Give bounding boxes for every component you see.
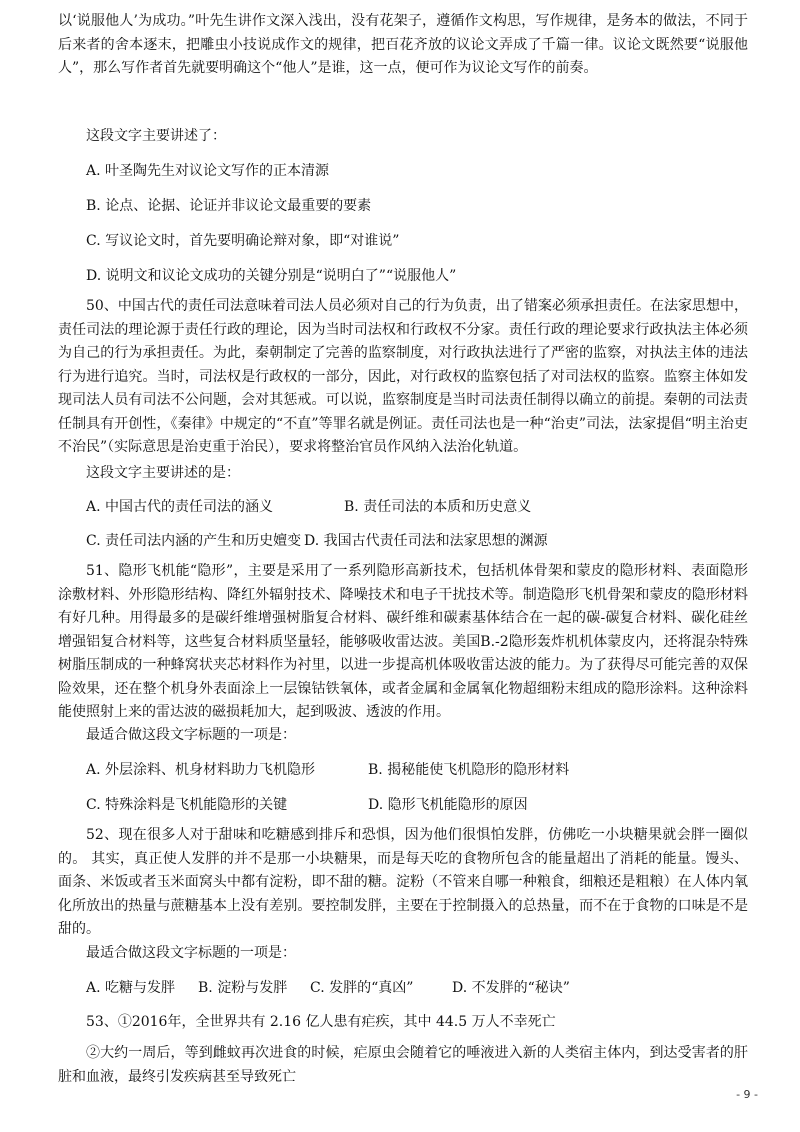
q51-prompt: 最适合做这段文字标题的一项是： xyxy=(86,727,296,743)
q52-option-a: A. 吃糖与发胖 xyxy=(86,980,176,996)
q50-prompt: 这段文字主要讲述的是： xyxy=(86,465,240,481)
q51-options-row1 xyxy=(58,760,748,780)
q51-option-c: C. 特殊涂料是飞机能隐形的关键 xyxy=(86,797,288,813)
q51-passage: 51、隐形飞机能“隐形”，主要是采用了一系列隐形高新技术，包括机体骨架和蒙皮的隐形材料、表面隐形涂敷材料、外形隐形结构、降红外辐射技术、降噪技术和电子干扰技术等。制造隐形飞机骨架和蒙皮的隐形材料有好几种。用得最多的是碳纤维增强树脂复合材料、碳纤维和碳素基体结合在一起的碳-碳复合材料、碳化硅丝增强铝复合材料等，这些复合材料质坚量轻，能够吸收雷达波。美国B.-2隐形轰炸机机体蒙皮内，还将混杂特殊树脂压制成的一种蜂窝状夹芯材料作为衬里，以进一步提高机体吸收雷达波的能力。为了获得尽可能完善的双保险效果，还在整个机身外表面涂上一层镍钴铁氧体，或者金属和金属氧化物超细粉末组成的隐形涂料。这种涂料能使照射上来的雷达波的磁损耗加大，起到吸波、透波的作用。 xyxy=(58,563,748,720)
q49-option-c: C. 写议论文时，首先要明确论辩对象，即“对谁说” xyxy=(86,233,400,249)
q50-options-row1 xyxy=(58,497,748,517)
q52-option-d: D. 不发胖的“秘诀” xyxy=(452,980,570,996)
q51-option-b: B. 揭秘能使飞机隐形的隐形材料 xyxy=(368,762,570,778)
q50-option-a: A. 中国古代的责任司法的涵义 xyxy=(86,499,274,515)
page-number: - 9 - xyxy=(736,1088,758,1101)
q50-option-d: D. 我国古代责任司法和法家思想的渊源 xyxy=(304,533,548,549)
q52-options-row xyxy=(58,978,748,998)
q51-option-a: A. 外层涂料、机身材料助力飞机隐形 xyxy=(86,762,316,778)
q53-item-2: ②大约一周后，等到雌蚊再次进食的时候，疟原虫会随着它的唾液进入新的人类宿主体内，到达受害者的肝脏和血液，最终引发疾病甚至导致死亡 xyxy=(58,1045,748,1085)
intro-paragraph: 以‘说服他人’为成功。”叶先生讲作文深入浅出，没有花架子，遵循作文构思，写作规律，是务本的做法，不同于后来者的舍本逐末，把雕虫小技说成作文的规律，把百花齐放的议论文弄成了千篇一律。议论文既然要“说服他人”，那么写作者首先就要明确这个“他人”是谁，这一点，便可作为议论文写作的前奏。 xyxy=(58,13,748,76)
q51-option-d: D. 隐形飞机能隐形的原因 xyxy=(368,797,528,813)
q49-prompt: 这段文字主要讲述了： xyxy=(86,128,226,144)
q50-options-row2 xyxy=(58,531,748,551)
q49-option-a: A. 叶圣陶先生对议论文写作的正本清源 xyxy=(86,163,330,179)
q50-option-b: B. 责任司法的本质和历史意义 xyxy=(344,499,532,515)
q49-option-d: D. 说明文和议论文成功的关键分别是“说明白了”“说服他人” xyxy=(86,268,457,284)
q51-options-row2 xyxy=(58,795,748,815)
q52-passage: 52、现在很多人对于甜味和吃糖感到排斥和恐惧，因为他们很惧怕发胖，仿佛吃一小块糖果就会胖一圈似的。 其实，真正使人发胖的并不是那一小块糖果，而是每天吃的食物所包含的能量超出了消耗的能量。馒头、面条、米饭或者玉米面窝头中都有淀粉，即不甜的糖。淀粉（不管来自哪一种粮食，细粮还是粗粮）在人体内氧化所放出的热量与蔗糖基本上没有差别。要控制发胖，主要在于控制摄入的总热量，而不在于食物的口味是不是甜的。 xyxy=(58,827,748,937)
q53-item-1: 53、①2016年，全世界共有 2.16 亿人患有疟疾，其中 44.5 万人不幸死亡 xyxy=(86,1014,556,1030)
q52-option-b: B. 淀粉与发胖 xyxy=(198,980,288,996)
q49-option-b: B. 论点、论据、论证并非议论文最重要的要素 xyxy=(86,198,372,214)
q50-option-c: C. 责任司法内涵的产生和历史嬗变 xyxy=(86,533,302,549)
q50-passage: 50、中国古代的责任司法意味着司法人员必须对自己的行为负责，出了错案必须承担责任。在法家思想中，责任司法的理论源于责任行政的理论，因为当时司法权和行政权不分家。责任行政的理论要求行政执法主体必须为自己的行为承担责任。为此，秦朝制定了完善的监察制度，对行政执法进行了严密的监察，对执法主体的违法行为进行追究。当时，司法权是行政权的一部分，因此，对行政权的监察包括了对司法权的监察。监察主体如发现司法人员有司法不公问题，会对其惩戒。可以说，监察制度是当时司法责任制得以确立的前提。秦朝的司法责任制具有开创性，《秦律》中规定的“不直”等罪名就是例证。责任司法也是一种“治吏”司法，法家提倡“明主治吏不治民”（实际意思是治吏重于治民），要求将整治官员作风纳入法治化轨道。 xyxy=(58,298,748,455)
q52-option-c: C. 发胖的“真凶” xyxy=(310,980,414,996)
q52-prompt: 最适合做这段文字标题的一项是： xyxy=(86,945,296,961)
